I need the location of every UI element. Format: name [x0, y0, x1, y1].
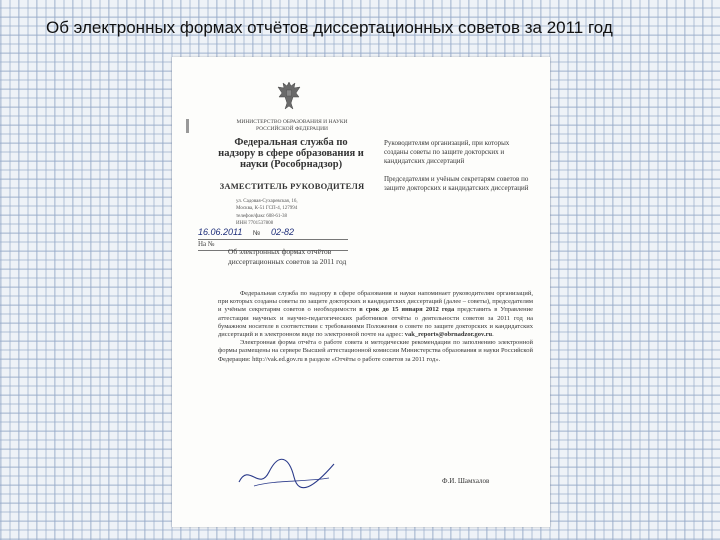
- body-paragraph: Электронная форма отчёта о работе совета и методические рекомендации по заполнению электронной формы размещены на сервере Высшей аттестационной комиссии Министерства образования и науки Российской Федерации: http://vak.ed.gov.ru в разделе «Отчёты о работе советов за 2011 год».: [218, 339, 533, 363]
- margin-mark: [186, 119, 189, 133]
- agency-name: Федеральная служба по надзору в сфере образования и науки (Рособрнадзор): [218, 137, 364, 170]
- address-line: ул. Садовая-Сухаревская, 16,: [236, 199, 298, 204]
- reference-date-number: 16.06.2011 № 02-82: [198, 227, 348, 240]
- signer-name: Ф.И. Шамхалов: [442, 477, 490, 485]
- address-line: ИНН 7701537808: [236, 220, 274, 226]
- body-paragraph: Федеральная служба по надзору в сфере образования и науки напоминает руководителям организаций, при которых созданы советы по защите докторских и кандидатских диссертаций (далее – советы), председателям и учёным секретарям советов о необходимости в срок до 15 января 2012 года представить в Управление аттестации научных и научно-педагогических работников отчёты о деятельности советов за 2011 год на бумажном носителе в соответствии с требованиями Положения о совете по защите докторских и кандидатских диссертаций и в электронном виде по электронной почте на адрес: vak_reports@obrnadzor.gov.ru.: [218, 290, 533, 339]
- recipient-first: Руководителям организаций, при которых созданы советы по защите докторских и кандидатских диссертаций: [384, 139, 510, 165]
- reference-to-label: На №: [198, 240, 215, 248]
- email-address: vak_reports@obrnadzor.gov.ru: [404, 331, 493, 339]
- ministry-name: МИНИСТЕРСТВО ОБРАЗОВАНИЯ И НАУКИ РОССИЙСКОЙ ФЕДЕРАЦИИ: [236, 119, 348, 132]
- recipient-second: Председателям и учёным секретарям советов по защите докторских и кандидатских диссертаций: [384, 175, 529, 192]
- address-line: телефон/факс 608-61-38: [236, 213, 288, 219]
- letter-subject: [228, 247, 378, 267]
- scanned-letter: [172, 57, 550, 527]
- reference-number: 02-82: [270, 227, 294, 237]
- recipients-block: [384, 139, 532, 202]
- position-title: ЗАМЕСТИТЕЛЬ РУКОВОДИТЕЛЯ: [219, 181, 365, 191]
- slide-title: Об электронных формах отчётов диссертационных советов за 2011 год: [46, 18, 613, 37]
- handwritten-signature: [234, 452, 344, 497]
- letter-body: [218, 290, 533, 364]
- double-headed-eagle-icon: [276, 79, 302, 111]
- subject-line: Об электронных формах отчётов: [228, 247, 332, 256]
- address-block: [236, 198, 346, 227]
- subject-line: диссертационных советов за 2011 год: [228, 257, 347, 266]
- address-line: Москва, К-51 ГСП-4, 127994: [236, 206, 298, 212]
- reference-date: 16.06.2011: [198, 227, 243, 237]
